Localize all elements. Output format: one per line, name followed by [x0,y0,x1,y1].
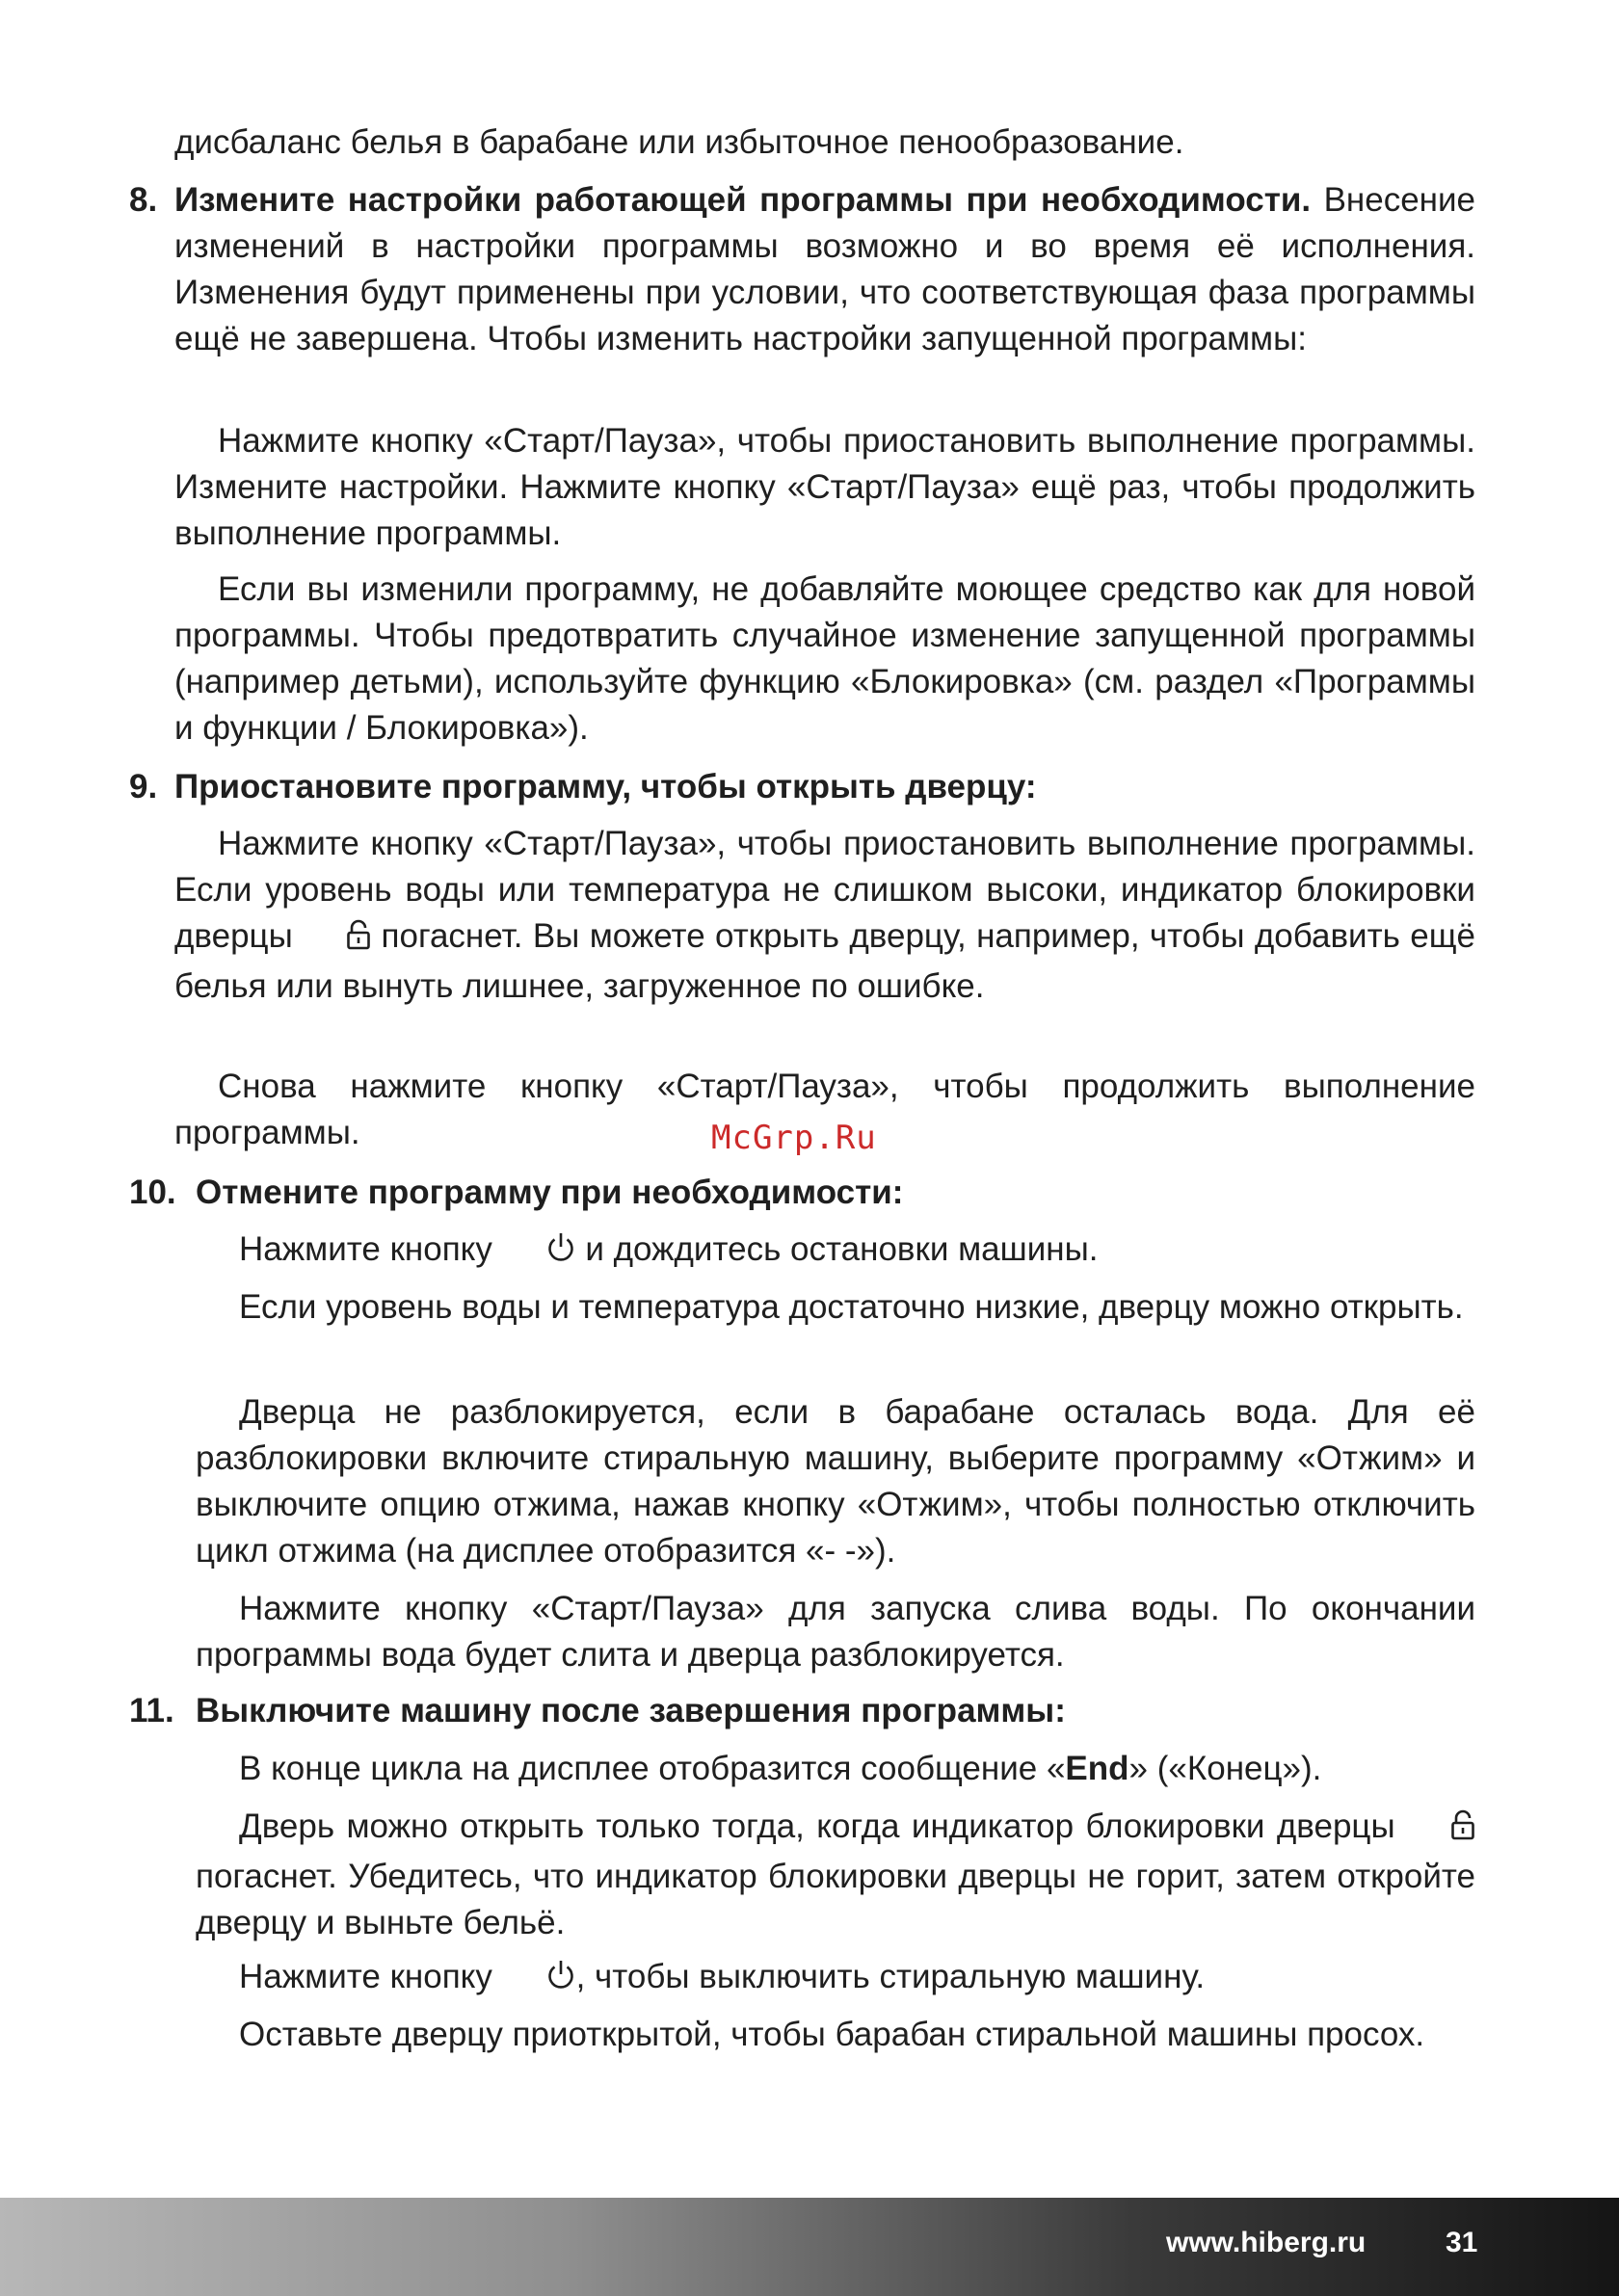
section-10-paragraph-1 [196,1227,1475,1277]
section-8-body [174,177,1475,362]
lock-icon [303,917,371,963]
section-11-p3-after: , чтобы выключить стиральную машину. [575,1958,1206,1995]
section-11-p2-after: погаснет. Убедитесь, что индикатор блокировки дверцы не горит, затем откройте дверцу и выньте бельё. [196,1858,1475,1941]
section-10-title: Отмените программу при необходимости: [196,1174,904,1211]
footer-site-link[interactable]: www.hiberg.ru [1166,2227,1367,2258]
section-8-number: 8. [129,181,158,219]
page-footer [0,2198,1619,2296]
section-11-paragraph-1 [196,1746,1475,1792]
section-8-paragraph-2: Если вы изменили программу, не добавляйте моющее средство как для новой программы. Чтобы предотвратить случайное изменение запущенной программы (например детьми), используйте функцию «Блокировка» (см. раздел «Программы и функции / Блокировка»). [174,570,1475,747]
section-8-text: Внесение изменений в настройки программы возможно и во время её исполнения. Изменения будут применены при условии, что соответствующая фаза программы ещё не завершена. Чтобы изменить настройки запущенной программы: [174,181,1476,357]
section-9-p1-after: погаснет. Вы можете открыть дверцу, например, чтобы добавить ещё белья или вынуть лишнее, загруженное по ошибке. [174,917,1475,1005]
page-number: 31 [1446,2227,1478,2258]
section-11-p3-before: Нажмите кнопку [239,1958,492,1995]
section-10-p1-before: Нажмите кнопку [239,1230,492,1268]
section-11-paragraph-4: Оставьте дверцу приоткрытой, чтобы барабан стиральной машины просох. [239,2016,1425,2053]
end-message: End [1065,1750,1129,1787]
section-9-p1-before: Нажмите кнопку «Старт/Пауза», чтобы приостановить выполнение программы. Если уровень воды или температура не слишком высоки, индикатор блокировки дверцы [174,825,1475,955]
power-icon [502,1230,576,1277]
section-8-title: Измените настройки работающей программы при необходимости. [174,181,1312,219]
intro-line: дисбаланс белья в барабане или избыточное пенообразование. [174,123,1184,161]
section-10-p1-after: и дождитесь остановки машины. [585,1230,1099,1268]
section-11-paragraph-2 [196,1804,1475,1946]
section-9-number: 9. [129,768,158,805]
section-10-paragraph-2: Если уровень воды и температура достаточно низкие, дверцу можно открыть. [239,1288,1464,1326]
lock-icon [1407,1808,1475,1854]
section-9-paragraph-1 [174,821,1475,1010]
section-10-paragraph-4: Нажмите кнопку «Старт/Пауза» для запуска слива воды. По окончании программы вода будет слита и дверца разблокируется. [196,1590,1475,1674]
section-9-title: Приостановите программу, чтобы открыть дверцу: [174,768,1037,805]
power-icon [502,1958,576,2004]
section-11-p1-after: » («Конец»). [1128,1750,1322,1787]
section-9-paragraph-2: Снова нажмите кнопку «Старт/Пауза», чтобы продолжить выполнение программы. [174,1068,1475,1151]
section-11-p1-before: В конце цикла на дисплее отобразится сообщение « [239,1750,1066,1787]
watermark: McGrp.Ru [711,1119,877,1157]
section-11-number: 11. [129,1692,174,1729]
section-10-paragraph-3: Дверца не разблокируется, если в барабане осталась вода. Для её разблокировки включите стиральную машину, выберите программу «Отжим» и выключите опцию отжима, нажав кнопку «Отжим», чтобы полностью отключить цикл отжима (на дисплее отобразится «- -»). [196,1393,1475,1570]
section-10-number: 10. [129,1174,176,1211]
section-11-paragraph-3 [196,1954,1475,2004]
section-8-paragraph-1: Нажмите кнопку «Старт/Пауза», чтобы приостановить выполнение программы. Измените настройки. Нажмите кнопку «Старт/Пауза» ещё раз, чтобы продолжить выполнение программы. [174,422,1475,552]
section-11-p2-before: Дверь можно открыть только тогда, когда индикатор блокировки дверцы [239,1808,1395,1845]
section-11-title: Выключите машину после завершения программы: [196,1692,1066,1729]
